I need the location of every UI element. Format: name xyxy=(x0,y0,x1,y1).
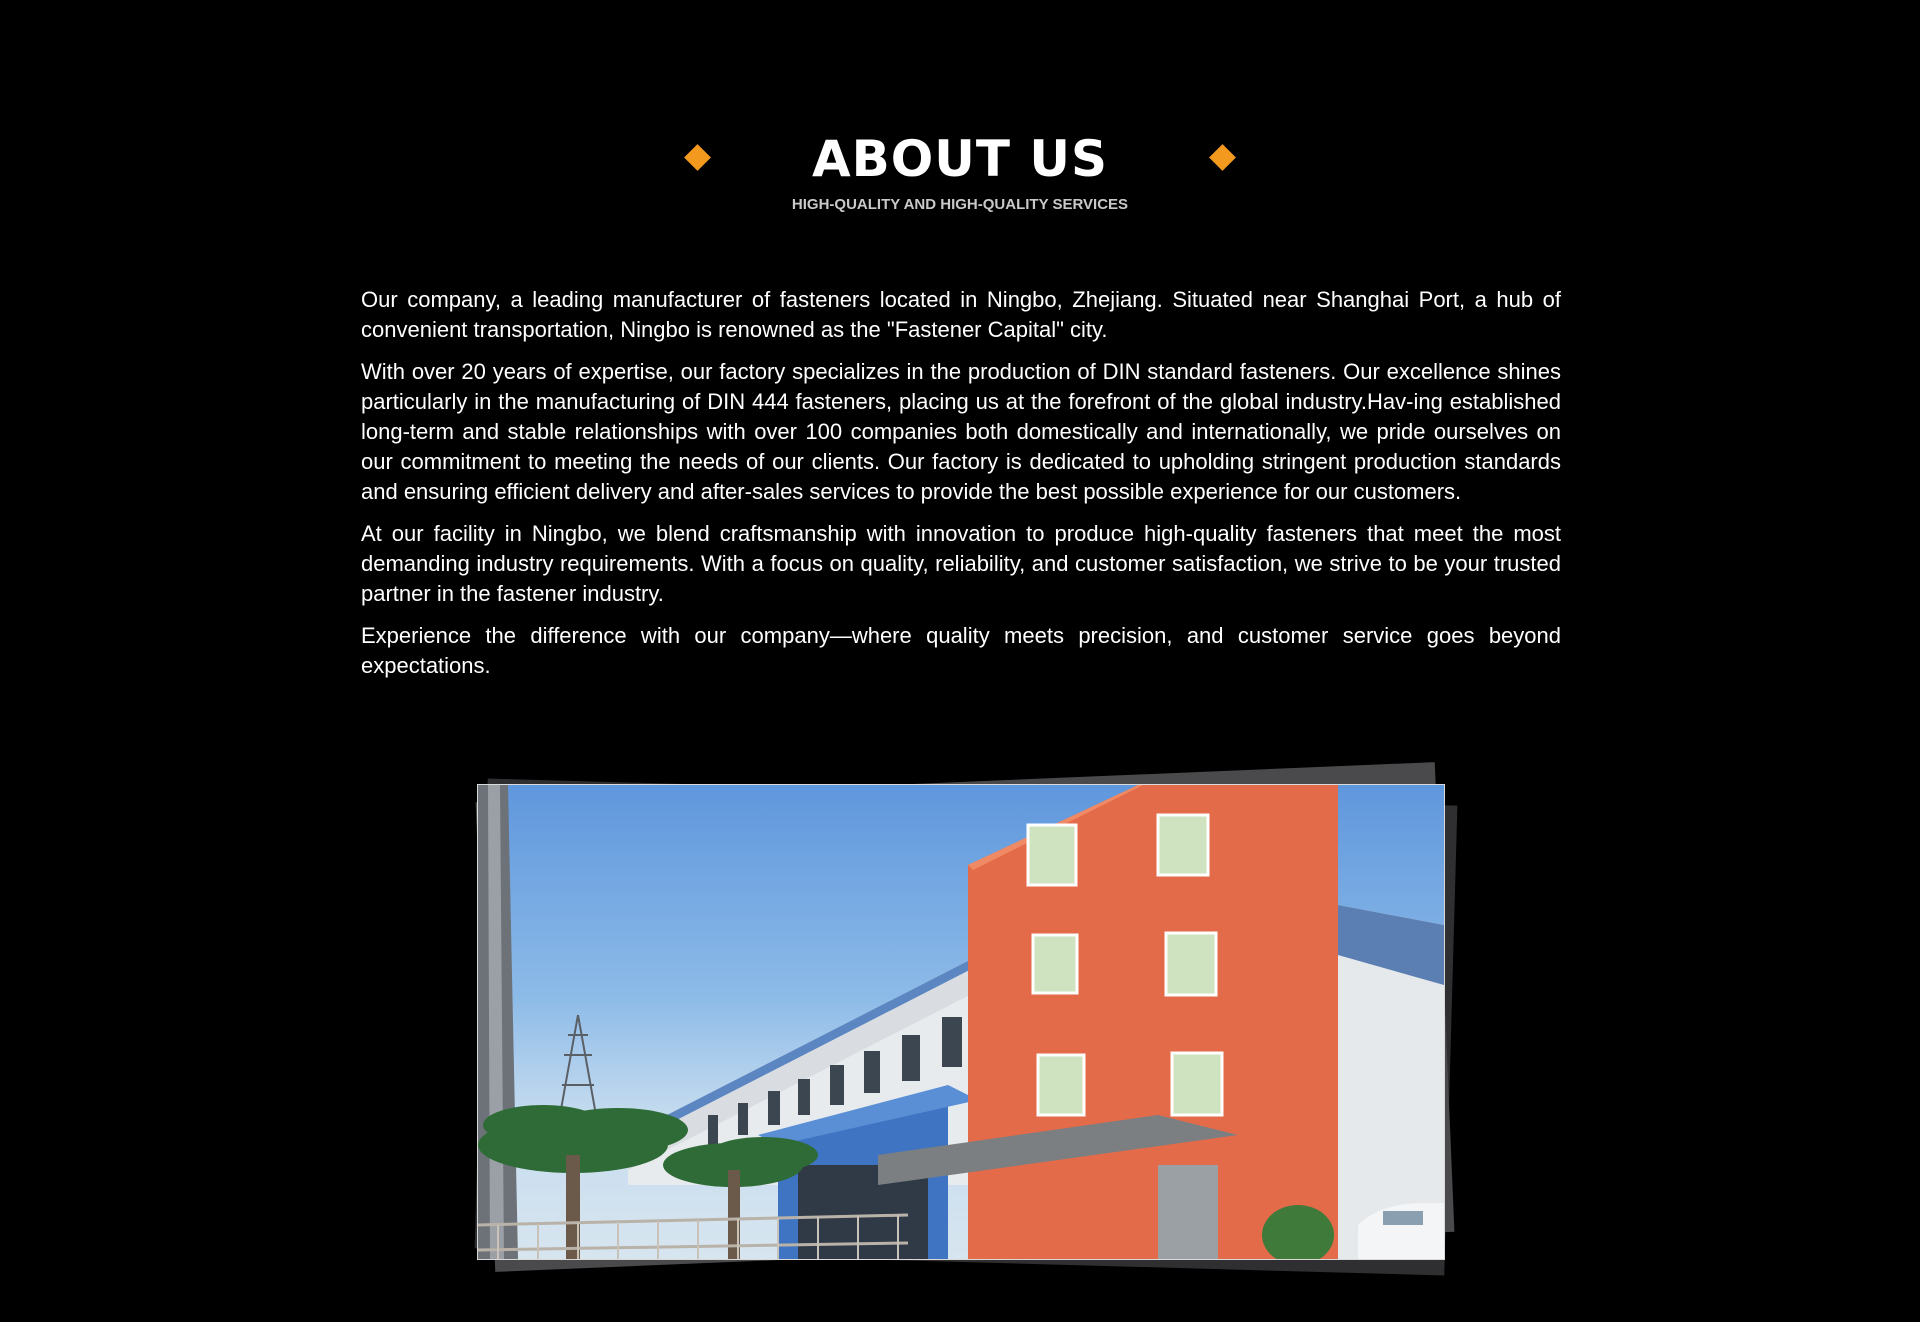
section-title: ABOUT US xyxy=(811,130,1109,188)
factory-building-illustration xyxy=(478,785,1444,1259)
section-subtitle: HIGH-QUALITY AND HIGH-QUALITY SERVICES xyxy=(791,196,1129,213)
factory-photo xyxy=(477,784,1445,1260)
factory-photo-area xyxy=(455,740,1465,1310)
about-paragraph-3: At our facility in Ningbo, we blend craftsmanship with innovation to produce high-quality fasteners that meet the most demanding industry requirements. With a focus on quality, reliability, and customer satisfaction, we strive to be your trusted partner in the fastener industry. xyxy=(361,521,1561,606)
about-content xyxy=(361,285,1561,693)
about-paragraph-1: Our company, a leading manufacturer of fasteners located in Ningbo, Zhejiang. Situated near Shanghai Port, a hub of convenient transportation, Ningbo is renowned as the "Fastener Capital" city. xyxy=(361,287,1561,342)
about-paragraph-2: With over 20 years of expertise, our factory specializes in the production of DIN standard fasteners. Our excellence shines particularly in the manufacturing of DIN 444 fasteners, placing us at the forefront of the global industry.Hav-ing established long-term and stable relationships with over 100 companies both domestically and internationally, we pride ourselves on our commitment to meeting the needs of our clients. Our factory is dedicated to upholding stringent production standards and ensuring efficient delivery and after-sales services to provide the best possible experience for our customers. xyxy=(361,359,1561,504)
about-paragraph-4: Experience the difference with our company—where quality meets precision, and customer service goes beyond expectations. xyxy=(361,623,1561,678)
